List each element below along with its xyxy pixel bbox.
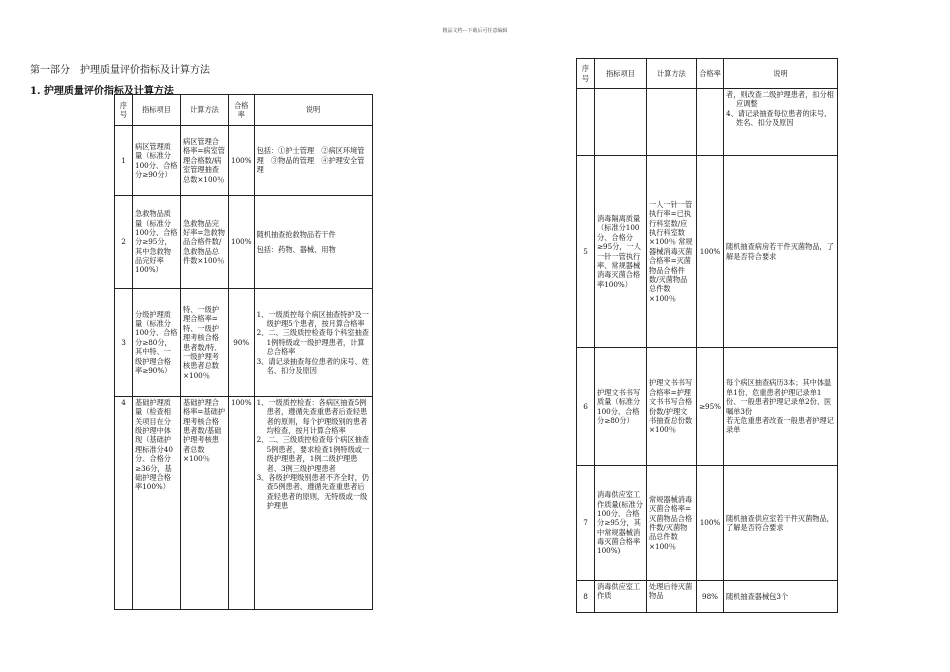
row-rate: 98%: [697, 581, 724, 613]
row-rate: 90%: [229, 289, 255, 397]
row-desc: [724, 466, 838, 581]
row-no: 5: [577, 156, 595, 348]
col-header-method: 计算方法: [647, 59, 697, 89]
desc-line: 者，则改查二级护理患者，扣分相应调整: [726, 90, 834, 109]
col-header-method: 计算方法: [181, 95, 229, 126]
row-desc: [724, 348, 838, 466]
table-row: [577, 581, 838, 613]
row-no: [577, 89, 595, 156]
row-item: 消毒供应室工作质量(标准分100分、合格分≥95分，其中常规器械消毒灭菌合格率100%): [595, 466, 647, 581]
row-method: 急救物品完好率=急救物品合格件数/急救物品总件数×100％: [181, 196, 229, 289]
desc-line: 随机抽查病房若干件灭菌物品，了解是否符合要求: [726, 242, 834, 261]
row-no: 8: [577, 581, 595, 613]
desc-line: 3、各级护理级别患者不齐全时，仍查5例患者、遵循先查重患者后查轻患者的原则，无特级或一级护理患: [256, 472, 369, 510]
row-desc: [254, 196, 372, 289]
desc-line: 随机抽查器械包3个: [726, 591, 789, 601]
table-row: [577, 89, 838, 156]
row-item: 消毒供应室工作质: [595, 581, 647, 613]
row-item: 急救物品质量（标准分100分、合格分≥95分，其中急救物品完好率100%）: [133, 196, 181, 289]
table-row: [115, 397, 373, 610]
desc-line: 1、一级质控检查：各病区抽查5例患者，遵循先查重患者后查轻患者的原则，每个护理级别的患者均检查，按月计算合格率: [256, 398, 368, 436]
col-header-item: 指标项目: [133, 95, 181, 126]
row-item: 护理文书书写质量（标准分100分、合格分≥80分）: [595, 348, 647, 466]
row-method: 基础护理合格率=基础护理考核合格患者数/基础护理考核患者总数×100％: [181, 397, 229, 610]
row-no: 1: [115, 126, 133, 196]
col-header-no: 序号: [577, 59, 595, 89]
row-rate: 100%: [229, 397, 255, 610]
row-rate: 100%: [229, 126, 255, 196]
row-rate: [697, 89, 724, 156]
desc-line: 随机抽查抢救物品若干件: [256, 229, 336, 239]
row-method: 一人一针一管执行率=已执行科室数/应执行科室数×100％ 常规器械消毒灭菌合格率=灭菌物品合格件数/灭菌物品总件数×100％: [647, 156, 697, 348]
table-row: [577, 156, 838, 348]
row-rate: 100%: [697, 466, 724, 581]
col-header-no: 序号: [115, 95, 133, 126]
right-quality-table: [576, 58, 838, 613]
col-header-rate: 合格率: [697, 59, 724, 89]
table-row: [115, 196, 373, 289]
row-item: 基础护理质量（检查相关项目在分级护理中体现（基础护理标准分40分、合格分≥36分，基础护理合格率100%）: [133, 397, 181, 610]
subsection-title: 1. 护理质量评价指标及计算方法: [30, 86, 174, 97]
row-no: 2: [115, 196, 133, 289]
row-no: 4: [115, 397, 133, 610]
row-desc: [254, 126, 372, 196]
row-item: [595, 89, 647, 156]
row-method: 护理文书书写合格率=护理文书书写合格份数/护理文书抽查总份数×100％: [647, 348, 697, 466]
table-row: [115, 289, 373, 397]
table-row: [577, 348, 838, 466]
col-header-rate: 合格率: [229, 95, 255, 126]
desc-line: 2、二、三级质控检查每个科室抽查1例特级或一级护理患者，计算总合格率: [256, 328, 369, 357]
desc-line: 包括：药物、器械、用物: [256, 245, 336, 254]
col-header-desc: 说明: [254, 95, 372, 126]
row-method: 常规器械消毒灭菌合格率=灭菌物品合格件数/灭菌物品总件数×100％: [647, 466, 697, 581]
table-row: [577, 466, 838, 581]
row-no: 3: [115, 289, 133, 397]
desc-line: 每个病区抽查病历3本；其中体温单1份、危重患者护理记录单1份、一般患者护理记录单2份、医嘱单3份: [726, 378, 832, 416]
col-header-desc: 说明: [724, 59, 838, 89]
desc-line: 包括：①护士管理 ②病区环境管理 ③物品的管理 ④护理安全管理: [256, 146, 365, 175]
row-desc: [724, 156, 838, 348]
row-desc: [724, 89, 838, 156]
desc-line: 1、一级质控每个病区抽查特护及一级护理5个患者，按月算合格率: [256, 309, 369, 329]
row-item: 病区管理质量（标准分100分、合格分≥90分）: [133, 126, 181, 196]
desc-line: 2、二、三级质控检查每个病区抽查5例患者，要求检查1例特级或一级护理患者，1例二级护理患者、3例三级护理患者: [256, 435, 370, 473]
desc-line: 随机抽查供应室若干件灭菌物品，了解是否符合要求: [726, 513, 834, 532]
row-no: 6: [577, 348, 595, 466]
row-method: [647, 89, 697, 156]
desc-line: 3、请记录抽查每位患者的床号、姓名、扣分及原因: [256, 356, 369, 375]
desc-line: 4、请记录抽查每位患者的床号、姓名、扣分及原因: [726, 108, 832, 128]
section-title: 第一部分 护理质量评价指标及计算方法: [30, 65, 210, 76]
row-desc: [724, 581, 838, 613]
table-row: [115, 126, 373, 196]
row-item: 分级护理质量（标准分100分、合格分≥80分，其中特、一级护理合格率≥90%）: [133, 289, 181, 397]
row-method: 病区管理合格率=病室管理合格数/病室管理抽查总数×100％: [181, 126, 229, 196]
row-desc: [254, 397, 372, 610]
row-desc: [254, 289, 372, 397]
row-rate: ≥95%: [697, 348, 724, 466]
row-item: 消毒隔离质量（标准分100分、合格分≥95分，一人一针一管执行率、常规器械消毒灭菌合格率100%）: [595, 156, 647, 348]
desc-line: 若无危重患者改查一般患者护理记录单: [726, 415, 834, 435]
col-header-item: 指标项目: [595, 59, 647, 89]
page-header: 精品文档---下载后可任意编辑: [442, 28, 508, 34]
row-rate: 100%: [229, 196, 255, 289]
row-method: 处理后待灭菌物品: [647, 581, 697, 613]
row-rate: 100%: [697, 156, 724, 348]
left-quality-table: [114, 94, 373, 610]
row-method: 特、一级护理合格率=特、一级护理考核合格患者数/特、一级护理考核患者总数×100％: [181, 289, 229, 397]
row-no: 7: [577, 466, 595, 581]
